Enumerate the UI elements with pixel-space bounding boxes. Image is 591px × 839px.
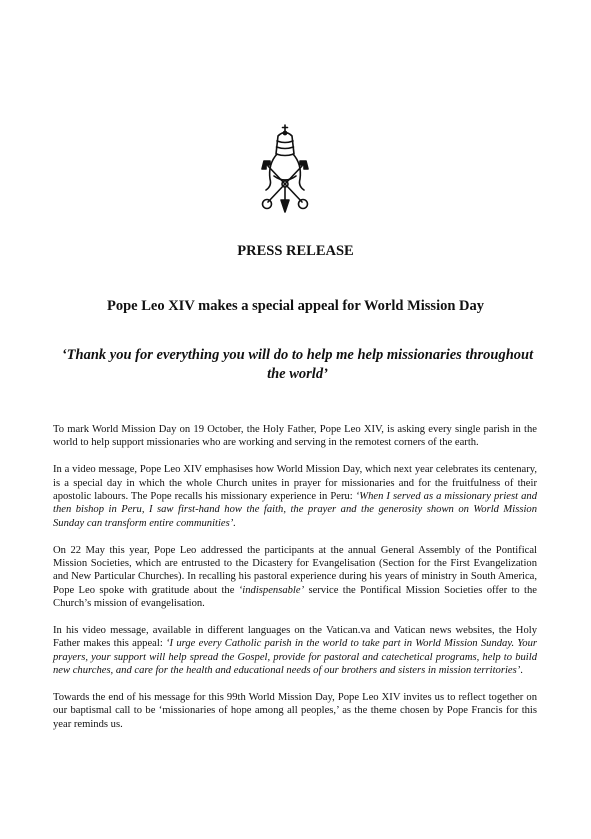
paragraph	[53, 423, 537, 450]
press-release-header: PRESS RELEASE	[237, 243, 354, 259]
paragraph	[53, 463, 537, 530]
paragraph-text: Towards the end of his message for this 99th World Mission Day, Pope Leo XIV invites us to reflect together on our baptismal call to be ‘missionaries of hope among all peoples,’ as the theme chosen by Pope Francis for this year reminds us.	[53, 692, 537, 730]
paragraph	[53, 691, 537, 731]
papal-keys-tiara-emblem-icon	[256, 124, 314, 214]
paragraph-text: In a video message, Pope Leo XIV emphasises how World Mission Day, which next year celebrates its centenary, is a special day in which the whole Church unites in prayer for missionaries and for the fruitfulness of their apostolic labours. The Pope recalls his missionary experience in Peru:	[53, 464, 537, 503]
paragraph-text: .	[520, 665, 523, 677]
paragraph	[53, 624, 537, 678]
paragraph-text: On 22 May this year, Pope Leo addressed the participants at the annual General Assembly of the Pontifical Mission Societies, which are entrusted to the Dicastery for Evangelisation (Section for the First Evangelization and New Particular Churches). In recalling his pastoral experience during his years of ministry in South America, Pope Leo spoke with gratitude about the	[53, 544, 537, 596]
paragraph-quote: ‘indispensable’	[238, 584, 305, 596]
document-subtitle: ‘Thank you for everything you will do to help me help missionaries throughout the world’	[61, 347, 534, 382]
document-title: Pope Leo XIV makes a special appeal for World Mission Day	[106, 298, 485, 314]
body-text	[53, 423, 537, 745]
paragraph-quote: ‘I urge every Catholic parish in the world to take part in World Mission Sunday. Your prayers, your support will help spread the Gospel, provide for pastoral and catechetical programs, help to build new churches, and care for the health and educational needs of our brothers and sisters in mission territories’	[53, 638, 537, 677]
paragraph-quote: ‘When I served as a missionary priest and then bishop in Peru, I saw first-hand how the faith, the prayer and the generosity shown on World Mission Sunday can transform entire communities’.	[53, 491, 537, 529]
paragraph-text: service the Pontifical Mission Societies offer to the Church’s mission of evangelisation.	[53, 584, 537, 610]
paragraph-text: In his video message, available in different languages on the Vatican.va and Vatican news websites, the Holy Father makes this appeal:	[53, 625, 537, 650]
paragraph	[53, 544, 537, 611]
paragraph-text: To mark World Mission Day on 19 October, the Holy Father, Pope Leo XIV, is asking every single parish in the world to help support missionaries who are working and serving in the remotest corners of the earth.	[53, 424, 537, 449]
